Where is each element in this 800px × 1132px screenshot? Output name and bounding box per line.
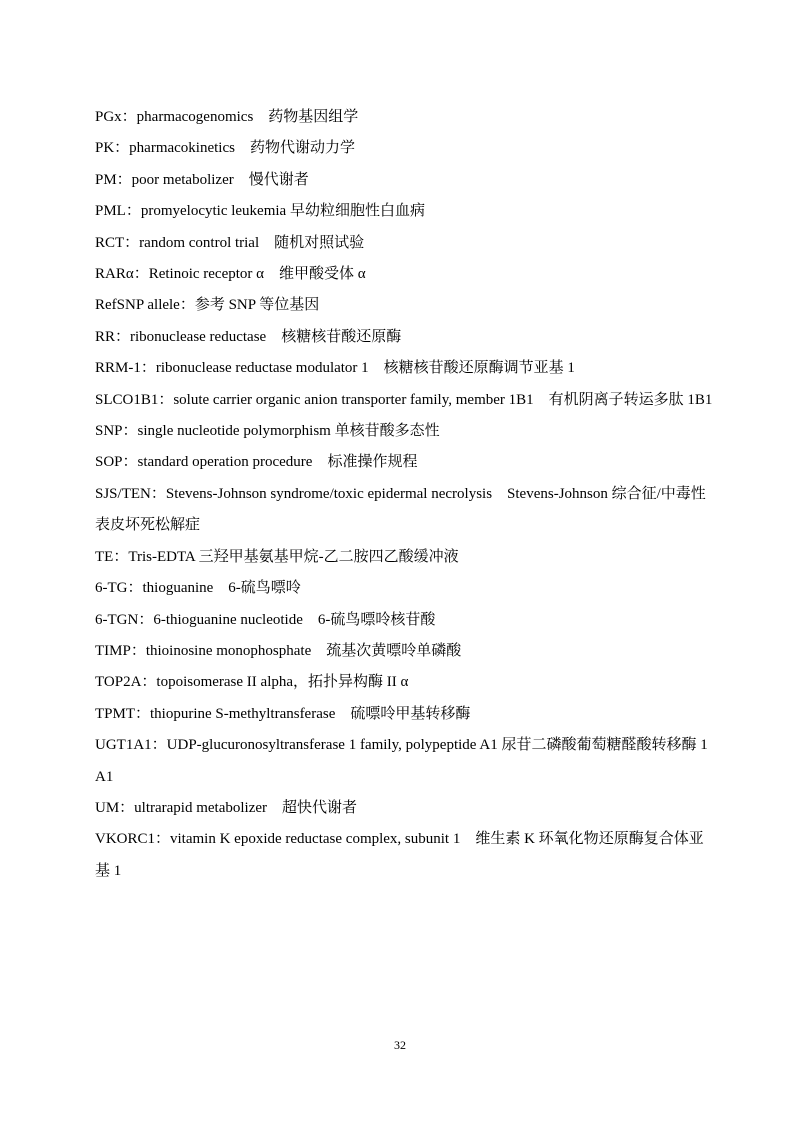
abbreviation-list [95, 102, 715, 887]
entry-rr: RR：ribonuclease reductase 核糖核苷酸还原酶 [95, 328, 402, 345]
entry-sop: SOP：standard operation procedure 标准操作规程 [95, 454, 418, 471]
entry-pml: PML：promyelocytic leukemia 早幼粒细胞性白血病 [95, 203, 425, 220]
entry-refsnp: RefSNP allele：参考 SNP 等位基因 [95, 297, 320, 314]
entry-timp: TIMP：thioinosine monophosphate 巯基次黄嘌呤单磷酸 [95, 642, 462, 659]
entry-vkorc1: VKORC1：vitamin K epoxide reductase complex, subunit 1 维生素 K 环氧化物还原酶复合体亚基 1 [95, 831, 704, 879]
page-number: 32 [394, 1038, 406, 1052]
entry-slco1b1: SLCO1B1：solute carrier organic anion transporter family, member 1B1 有机阴离子转运多肽 1B1 [95, 391, 713, 408]
entry-6tgn: 6-TGN：6-thioguanine nucleotide 6-硫鸟嘌呤核苷酸 [95, 611, 436, 628]
entry-rrm1: RRM-1：ribonuclease reductase modulator 1 核糖核苷酸还原酶调节亚基 1 [95, 360, 575, 377]
entry-rct: RCT：random control trial 随机对照试验 [95, 234, 365, 251]
entry-snp: SNP：single nucleotide polymorphism 单核苷酸多态性 [95, 423, 440, 440]
entry-pgx: PGx：pharmacogenomics 药物基因组学 [95, 109, 359, 125]
entry-top2a: TOP2A：topoisomerase II alpha，拓扑异构酶 II α [95, 674, 409, 691]
entry-ugt1a1: UGT1A1：UDP-glucuronosyltransferase 1 family, polypeptide A1 尿苷二磷酸葡萄糖醛酸转移酶 1A1 [95, 737, 708, 785]
entry-tpmt: TPMT：thiopurine S-methyltransferase 硫嘌呤甲基转移酶 [95, 705, 471, 722]
entry-pk: PK：pharmacokinetics 药物代谢动力学 [95, 140, 355, 157]
entry-te: TE：Tris-EDTA 三羟甲基氨基甲烷-乙二胺四乙酸缓冲液 [95, 548, 459, 565]
entry-pm: PM：poor metabolizer 慢代谢者 [95, 171, 309, 188]
entry-rara: RARα：Retinoic receptor α 维甲酸受体 α [95, 266, 366, 283]
entry-6tg: 6-TG：thioguanine 6-硫鸟嘌呤 [95, 580, 301, 597]
entry-um: UM：ultrarapid metabolizer 超快代谢者 [95, 799, 358, 816]
entry-sjs-ten: SJS/TEN：Stevens-Johnson syndrome/toxic epidermal necrolysis Stevens-Johnson 综合征/中毒性表皮坏死松解症 [95, 485, 706, 534]
